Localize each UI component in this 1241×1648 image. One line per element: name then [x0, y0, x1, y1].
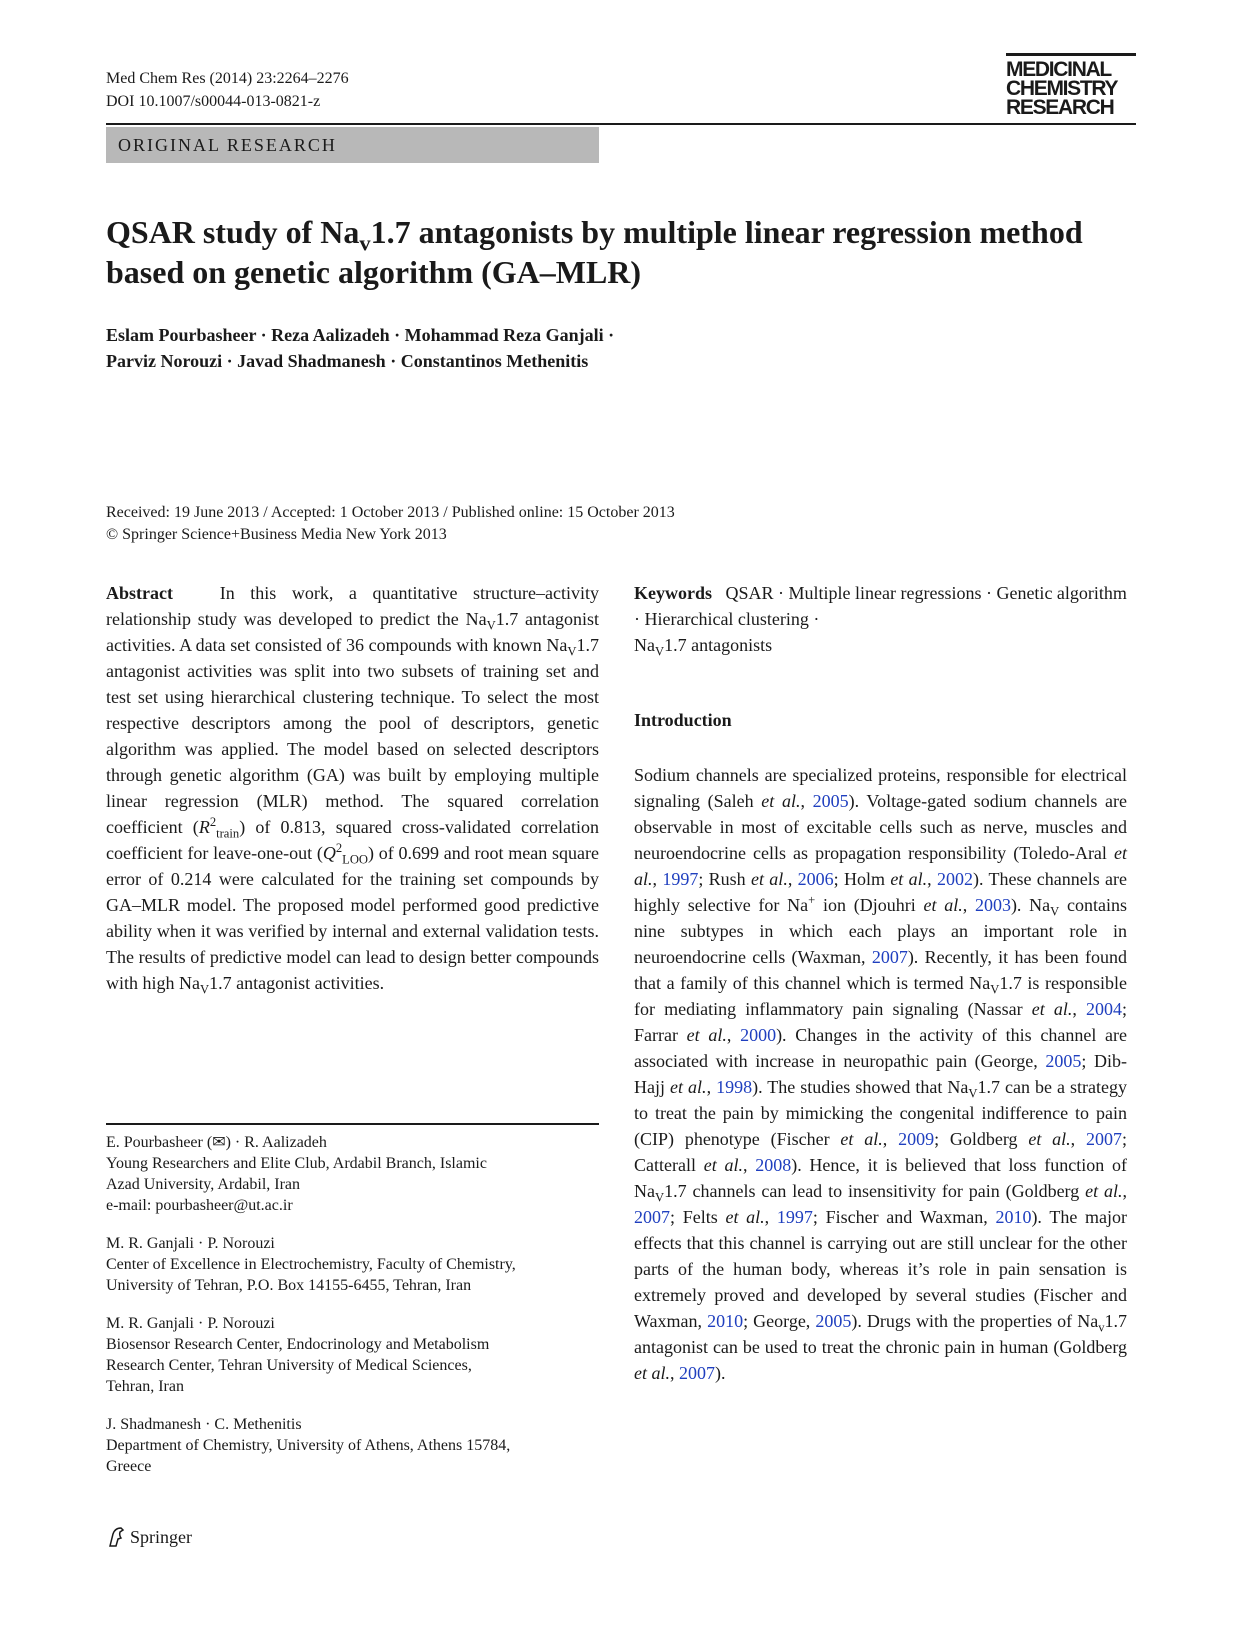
introduction-text: ; Farrar [634, 999, 1128, 1045]
introduction-text: , [1070, 1129, 1086, 1149]
introduction-text: ; Holm [833, 869, 891, 889]
citation-text: Med Chem Res (2014) 23:2264–2276 [106, 70, 349, 87]
journal-citation [106, 67, 349, 113]
paper-title [106, 212, 1086, 292]
introduction-text: et al. [703, 1155, 743, 1175]
introduction-text: et al. [686, 1025, 727, 1045]
citation-link[interactable]: 2009 [898, 1129, 935, 1149]
affiliation-line: Department of Chemistry, University of Athens, Athens 15784, [106, 1437, 511, 1454]
affiliation-divider [106, 1123, 599, 1125]
affiliation-block [106, 1233, 599, 1296]
introduction-body [634, 762, 1127, 1386]
introduction-text: , [1122, 1181, 1127, 1201]
abstract-label: Abstract [106, 583, 173, 603]
section-banner: ORIGINAL RESEARCH [106, 127, 599, 163]
affiliation-line: Research Center, Tehran University of Medical Sciences, [106, 1357, 472, 1374]
copyright-line: © Springer Science+Business Media New York 2013 [106, 526, 447, 543]
received-line: Received: 19 June 2013 / Accepted: 1 October 2013 / Published online: 15 October 2013 [106, 504, 675, 521]
header-divider [106, 123, 1136, 125]
journal-logo [1006, 53, 1136, 117]
introduction-text: ion (Djouhri [815, 895, 924, 915]
introduction-text: ; Goldberg [934, 1129, 1029, 1149]
title-subscript: v [359, 230, 371, 256]
abstract-text: 1.7 antagonist activities was split into two subsets of training set and test set using hierarchical clustering technique. To select the most respective descriptors among the pool of descriptors, genetic algorithm was applied. The model based on selected descriptors through genetic algorithm (GA) was built by employing multiple linear regression (MLR) method. The squared correlation coefficient ( [106, 635, 599, 837]
r-subscript: train [216, 826, 240, 841]
springer-horse-icon [106, 1526, 126, 1548]
introduction-text: et al. [725, 1207, 765, 1227]
introduction-text: , [726, 1025, 741, 1045]
introduction-text: V [655, 1190, 665, 1205]
q-subscript: LOO [342, 852, 369, 867]
affiliation-line: Tehran, Iran [106, 1378, 184, 1395]
introduction-text: ). The studies showed that Na [752, 1077, 969, 1097]
affiliation-line: University of Tehran, P.O. Box 14155-6455, Tehran, Iran [106, 1277, 472, 1294]
logo-line-1: MEDICINAL [1006, 58, 1111, 81]
introduction-text: Sodium channels are specialized proteins, responsible for electrical signaling (Saleh [634, 765, 1127, 811]
introduction-text: et al. [670, 1077, 707, 1097]
abstract-text: 1.7 antagonist activities. A data set consisted of 36 compounds with known Na [106, 609, 599, 655]
citation-link[interactable]: 1998 [716, 1077, 753, 1097]
introduction-text: V [968, 1086, 978, 1101]
introduction-text: ). Na [1010, 895, 1051, 915]
introduction-text: V [990, 982, 1000, 997]
introduction-text: + [808, 893, 816, 907]
introduction-text: ; George, [743, 1311, 816, 1331]
subscript-v: V [567, 644, 577, 659]
keywords-text: 1.7 antagonists [664, 635, 773, 655]
introduction-text: ; Dib-Hajj [634, 1051, 1127, 1097]
abstract-text: ) of 0.699 and root mean square error of 0.214 were calculated for the training set compounds by GA–MLR model. The proposed model performed good predictive ability when it was verified by internal and external validation tests. The results of predictive model can lead to design better compounds with high Na [106, 843, 599, 993]
publisher-footer [106, 1526, 192, 1548]
introduction-text: contains nine subtypes in which each plays an important role in neuroendocrine cells (Waxman, [634, 895, 1127, 967]
r-symbol: R [198, 817, 210, 837]
logo-line-2: CHEMISTRY [1006, 77, 1118, 100]
introduction-text: ; Felts [670, 1207, 726, 1227]
citation-link[interactable]: 2006 [797, 869, 834, 889]
introduction-text: , [800, 791, 813, 811]
citation-link[interactable]: 2000 [740, 1025, 777, 1045]
subscript-v: V [486, 618, 496, 633]
introduction-text: , [787, 869, 798, 889]
affiliation-line: Young Researchers and Elite Club, Ardabil Branch, Islamic [106, 1155, 487, 1172]
introduction-text: ; Fischer and Waxman, [812, 1207, 996, 1227]
affiliation-line: Center of Excellence in Electrochemistry, Faculty of Chemistry, [106, 1256, 516, 1273]
introduction-text: V [1050, 904, 1060, 919]
affiliation-email[interactable]: e-mail: pourbasheer@ut.ac.ir [106, 1197, 293, 1214]
keywords [634, 580, 1127, 658]
affiliation-line: Biosensor Research Center, Endocrinology and Metabolism [106, 1336, 490, 1353]
introduction-text: et al. [840, 1129, 883, 1149]
introduction-text: , [962, 895, 975, 915]
introduction-text: ; Rush [698, 869, 751, 889]
introduction-text: ). Changes in the activity of this channel are associated with increase in neuropathic pain (George, [634, 1025, 1127, 1071]
author-line-2: Parviz Norouzi · Javad Shadmanesh · Constantinos Methenitis [106, 351, 589, 371]
logo-line-3: RESEARCH [1006, 96, 1114, 119]
affiliation-block [106, 1414, 599, 1477]
introduction-text: 1.7 channels can lead to insensitivity for pain (Goldberg [664, 1181, 1086, 1201]
citation-link[interactable]: 2008 [755, 1155, 792, 1175]
introduction-text: , [927, 869, 937, 889]
introduction-text: et al. [1031, 999, 1073, 1019]
introduction-text: , [670, 1363, 679, 1383]
r-superscript: 2 [209, 815, 217, 829]
introduction-text: 1.7 antagonist can be used to treat the chronic pain in human (Goldberg [634, 1311, 1127, 1357]
introduction-text: , [706, 1077, 717, 1097]
title-text-b: 1.7 antagonists by multiple linear regression method based on genetic algorithm (GA–MLR) [106, 214, 1083, 290]
abstract-text: ) of 0.813, squared cross-validated correlation coefficient for leave-one-out ( [106, 817, 599, 863]
introduction-text: ). Drugs with the properties of Na [851, 1311, 1099, 1331]
introduction-text: et al. [890, 869, 928, 889]
affiliation-line: Greece [106, 1458, 152, 1475]
doi-text: DOI 10.1007/s00044-013-0821-z [106, 93, 321, 110]
citation-link[interactable]: 2007 [1086, 1129, 1122, 1149]
affiliation-line: Azad University, Ardabil, Iran [106, 1176, 301, 1193]
affiliation-block [106, 1313, 599, 1397]
citation-link[interactable]: 1997 [662, 869, 699, 889]
abstract-text: In this work, a quantitative structure–activity relationship study was developed to predict the Na [106, 583, 600, 629]
keywords-text: QSAR · Multiple linear regressions · Genetic algorithm · Hierarchical clustering · [634, 583, 1127, 629]
author-line-1: Eslam Pourbasheer · Reza Aalizadeh · Mohammad Reza Ganjali · [106, 325, 615, 345]
abstract [106, 580, 599, 996]
introduction-text: 1.7 is responsible for mediating inflammatory pain signaling (Nassar [634, 973, 1127, 1019]
introduction-text: ). Hence, it is believed that loss function of Na [634, 1155, 1128, 1201]
citation-link[interactable]: 2010 [995, 1207, 1032, 1227]
citation-link[interactable]: 2007 [634, 1207, 670, 1227]
publication-dates [106, 502, 906, 546]
introduction-heading: Introduction [634, 710, 732, 730]
citation-link[interactable]: 2002 [936, 869, 973, 889]
keywords-text: Na [634, 635, 655, 655]
publisher-name: Springer [130, 1526, 192, 1547]
q-superscript: 2 [335, 841, 343, 855]
introduction-text: ; Catterall [634, 1129, 1128, 1175]
affiliation-authors: E. Pourbasheer (✉) · R. Aalizadeh [106, 1134, 327, 1151]
introduction-text: , [742, 1155, 756, 1175]
introduction-text: et al. [634, 1363, 670, 1383]
introduction-text: , [652, 869, 663, 889]
affiliation-block [106, 1132, 599, 1216]
subscript-v: V [200, 982, 210, 997]
citation-link[interactable]: 2005 [1045, 1051, 1082, 1071]
introduction-text: ). Voltage-gated sodium channels are observable in most of excitable cells such as nerve, muscles and neuroendocrine cells as propagation responsibility (Toledo-Aral [634, 791, 1127, 863]
introduction-text: et al. [923, 895, 963, 915]
subscript-v: V [655, 644, 665, 659]
introduction-text: et al. [761, 791, 801, 811]
citation-link[interactable]: 2007 [871, 947, 908, 967]
affiliation-authors: M. R. Ganjali · P. Norouzi [106, 1315, 275, 1332]
introduction-text: ). These channels are highly selective for Na [634, 869, 1128, 915]
introduction-text: et al. [1028, 1129, 1071, 1149]
introduction-text: , [1072, 999, 1086, 1019]
introduction-text: et al. [751, 869, 788, 889]
keywords-label: Keywords [634, 583, 712, 603]
q-symbol: Q [322, 843, 336, 863]
citation-link[interactable]: 2005 [812, 791, 849, 811]
citation-link[interactable]: 2010 [707, 1311, 744, 1331]
introduction-text: ). The major effects that this channel is carrying out are still unclear for the other parts of the human body, whereas it’s role in pain sensation is extremely proved and developed by several studies (Fischer and Waxman, [634, 1207, 1128, 1331]
citation-link[interactable]: 2005 [815, 1311, 852, 1331]
affiliation-authors: J. Shadmanesh · C. Methenitis [106, 1416, 302, 1433]
introduction-text: et al. [1085, 1181, 1123, 1201]
introduction-text: , [764, 1207, 777, 1227]
introduction-text: ). [715, 1363, 726, 1383]
introduction-text: ). Recently, it has been found that a family of this channel which is termed Na [634, 947, 1127, 993]
author-list [106, 322, 806, 374]
affiliations [106, 1132, 599, 1494]
citation-link[interactable]: 2007 [679, 1363, 715, 1383]
affiliation-authors: M. R. Ganjali · P. Norouzi [106, 1235, 275, 1252]
introduction-text: v [1098, 1320, 1105, 1335]
introduction-text: 1.7 can be a strategy to treat the pain by mimicking the congenital indifference to pain (CIP) phenotype (Fischer [634, 1077, 1128, 1149]
introduction-text: , [882, 1129, 899, 1149]
citation-link[interactable]: 2003 [974, 895, 1011, 915]
citation-link[interactable]: 2004 [1086, 999, 1122, 1019]
abstract-text: 1.7 antagonist activities. [209, 973, 385, 993]
citation-link[interactable]: 1997 [776, 1207, 813, 1227]
introduction-text: et al. [634, 843, 1127, 889]
title-text-a: QSAR study of Na [106, 214, 360, 250]
